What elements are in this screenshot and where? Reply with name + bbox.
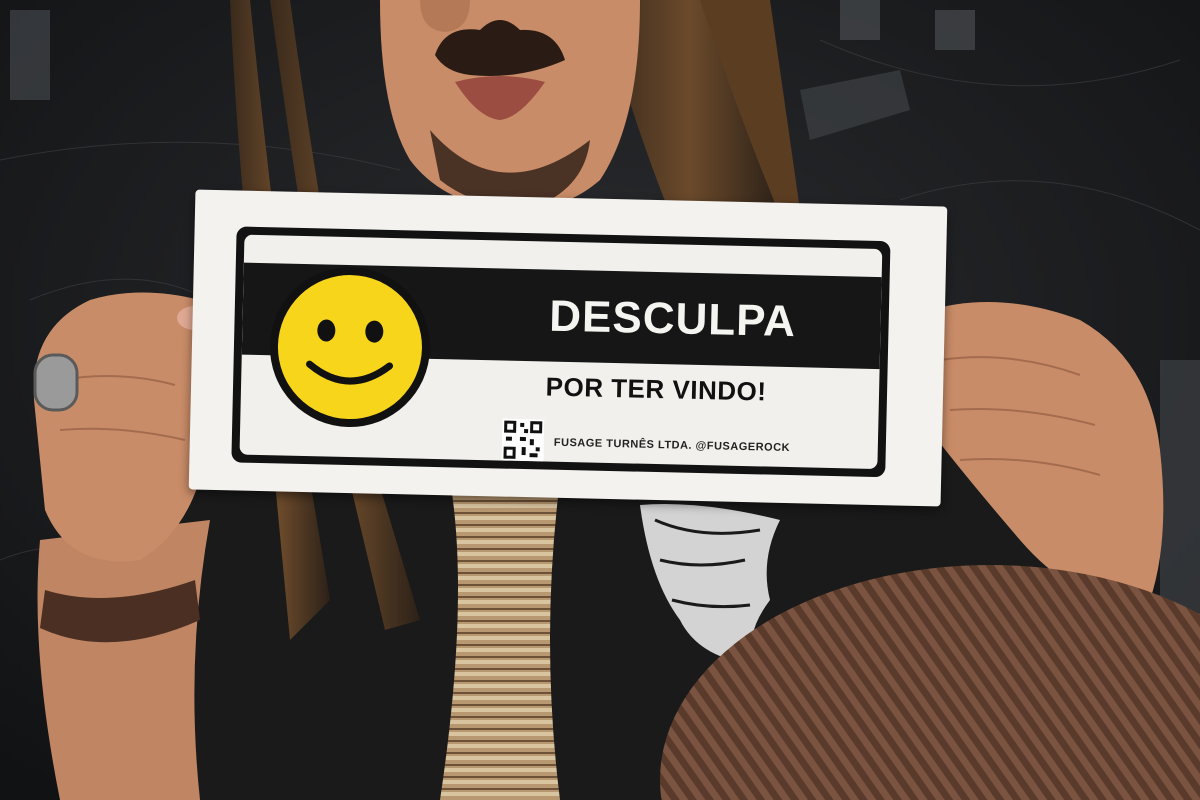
ring bbox=[35, 355, 77, 410]
smiley-face-icon bbox=[268, 265, 432, 429]
wall-light-patch bbox=[840, 0, 880, 40]
sign-title: DESCULPA bbox=[548, 291, 797, 347]
sign-credit: FUSAGE TURNÊS LTDA. @FUSAGEROCK bbox=[553, 436, 791, 455]
scarf bbox=[440, 480, 560, 800]
left-forearm bbox=[38, 520, 211, 800]
smiley-face-graphic bbox=[268, 265, 432, 429]
wall-light-patch bbox=[935, 10, 975, 50]
wall-light-patch bbox=[10, 10, 50, 100]
sign-frame bbox=[231, 226, 890, 477]
sign-subtitle: POR TER VINDO! bbox=[545, 371, 767, 407]
sign-inner-panel bbox=[239, 235, 882, 469]
apology-sign bbox=[189, 190, 948, 507]
qr-code-icon bbox=[501, 419, 544, 462]
